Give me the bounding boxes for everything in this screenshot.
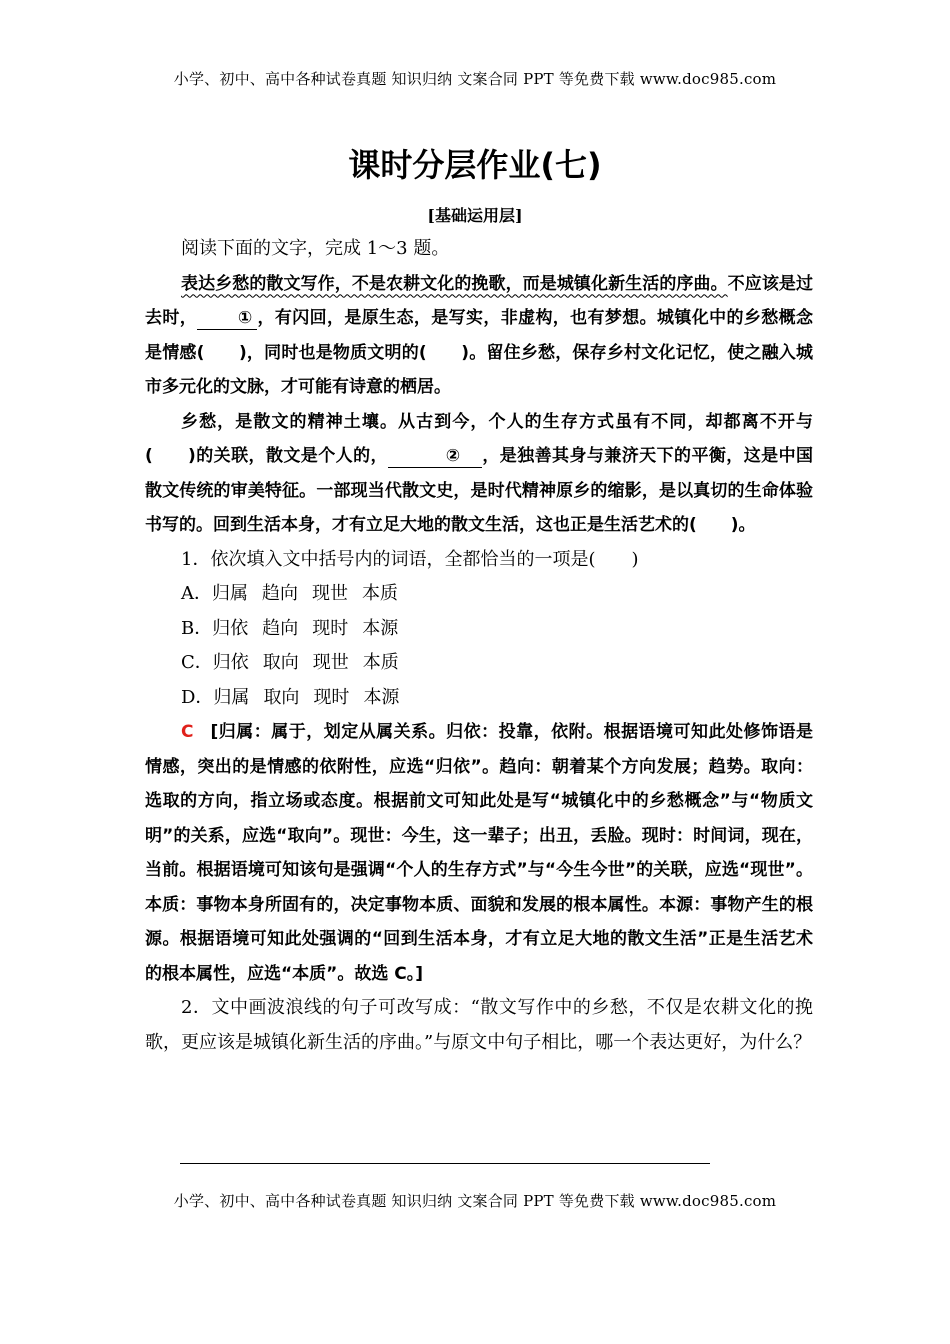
passage-text: ，有闪回，是原生态，是写实，非虚构，也有梦想。城镇化中的乡愁概念是情感( )，同时也是物质文明的( )。留住乡愁，保存乡村文化记忆，使之融入城市多元化的文脉，才可能有诗意的栖居。 bbox=[145, 308, 814, 397]
option-letter: B． bbox=[181, 617, 213, 639]
option-word: 本质 bbox=[362, 652, 399, 673]
answer-line bbox=[180, 1163, 710, 1164]
option-word: 取向 bbox=[262, 652, 299, 673]
page-header: 小学、初中、高中各种试卷真题 知识归纳 文案合同 PPT 等免费下载 www.doc985.com bbox=[173, 70, 777, 88]
option-letter: A． bbox=[181, 583, 212, 604]
option-word: 现世 bbox=[312, 652, 349, 673]
option-word: 现时 bbox=[313, 686, 350, 708]
option-word: 归属 bbox=[213, 686, 250, 708]
option-word: 现世 bbox=[312, 583, 348, 604]
option-word: 趋向 bbox=[262, 583, 298, 604]
reading-instruction: 阅读下面的文字，完成 1～3 题。 bbox=[181, 238, 450, 259]
option-letter: C． bbox=[181, 652, 213, 673]
passage-paragraph-1 bbox=[145, 267, 813, 405]
option-b bbox=[145, 612, 813, 647]
question-1-stem: 1．依次填入文中括号内的词语，全都恰当的一项是( ) bbox=[181, 548, 639, 570]
option-word: 本质 bbox=[362, 583, 398, 604]
fill-blank-2: ② bbox=[388, 445, 482, 468]
passage-paragraph-2 bbox=[145, 405, 813, 543]
passage-text: ，是独善其身与兼济天下的平衡，这是中国散文传统的审美特征。一部现当代散文史，是时代精神原乡的缩影，是以真切的生命体验书写的。回到生活本身，才有立足大地的散文生活，这也正是生活艺术的( )。 bbox=[145, 446, 813, 535]
option-d bbox=[145, 681, 813, 716]
question-2-stem: 2．文中画波浪线的句子可改写成：“散文写作中的乡愁，不仅是农耕文化的挽歌，更应该是城镇化新生活的序曲。”与原文中句子相比，哪一个表达更好，为什么？ bbox=[145, 997, 813, 1053]
fill-blank-1: ① bbox=[197, 307, 257, 330]
option-word: 趋向 bbox=[262, 617, 299, 639]
option-word: 归依 bbox=[212, 652, 249, 673]
page-footer: 小学、初中、高中各种试卷真题 知识归纳 文案合同 PPT 等免费下载 www.doc985.com bbox=[173, 1192, 777, 1210]
option-word: 本源 bbox=[363, 686, 400, 708]
option-letter: D． bbox=[181, 686, 214, 708]
question-1-answer bbox=[145, 715, 813, 991]
answer-explanation: [归属：属于，划定从属关系。归依：投靠，依附。根据语境可知此处修饰语是情感，突出的是情感的依附性，应选“归依”。趋向：朝着某个方向发展；趋势。取向：选取的方向，指立场或态度。根据前文可知此处是写“城镇化中的乡愁概念”与“物质文明”的关系，应选“取向”。现世：今生，这一辈子；出丑，丢脸。现时：时间词，现在，当前。根据语境可知该句是强调“个人的生存方式”与“今生今世”的关联，应选“现世”。本质：事物本身所固有的，决定事物本质、面貌和发展的根本属性。本源：事物产生的根源。根据语境可知此处强调的“回到生活本身，才有立足大地的散文生活”正是生活艺术的根本属性，应选“本质”。故选 C。] bbox=[145, 722, 813, 984]
section-label: [基础运用层] bbox=[427, 206, 523, 225]
passage-text: 不应该是过去时， bbox=[145, 273, 814, 328]
option-c bbox=[145, 646, 813, 681]
option-word: 取向 bbox=[263, 686, 300, 708]
option-word: 归属 bbox=[212, 583, 248, 604]
option-word: 本源 bbox=[362, 617, 399, 639]
passage-text: 乡愁，是散文的精神土壤。从古到今，个人的生存方式虽有不同，却都离不开与( )的关联，散文是个人的， bbox=[145, 411, 813, 466]
option-word: 现时 bbox=[312, 617, 349, 639]
answer-letter: C bbox=[181, 722, 194, 742]
page-title: 课时分层作业(七) bbox=[348, 146, 602, 184]
wavy-underlined-sentence: 表达乡愁的散文写作，不是农耕文化的挽歌，而是城镇化新生活的序曲。 bbox=[181, 273, 728, 294]
document-body bbox=[145, 232, 813, 1060]
option-word: 归依 bbox=[212, 617, 249, 639]
option-a bbox=[145, 577, 813, 612]
